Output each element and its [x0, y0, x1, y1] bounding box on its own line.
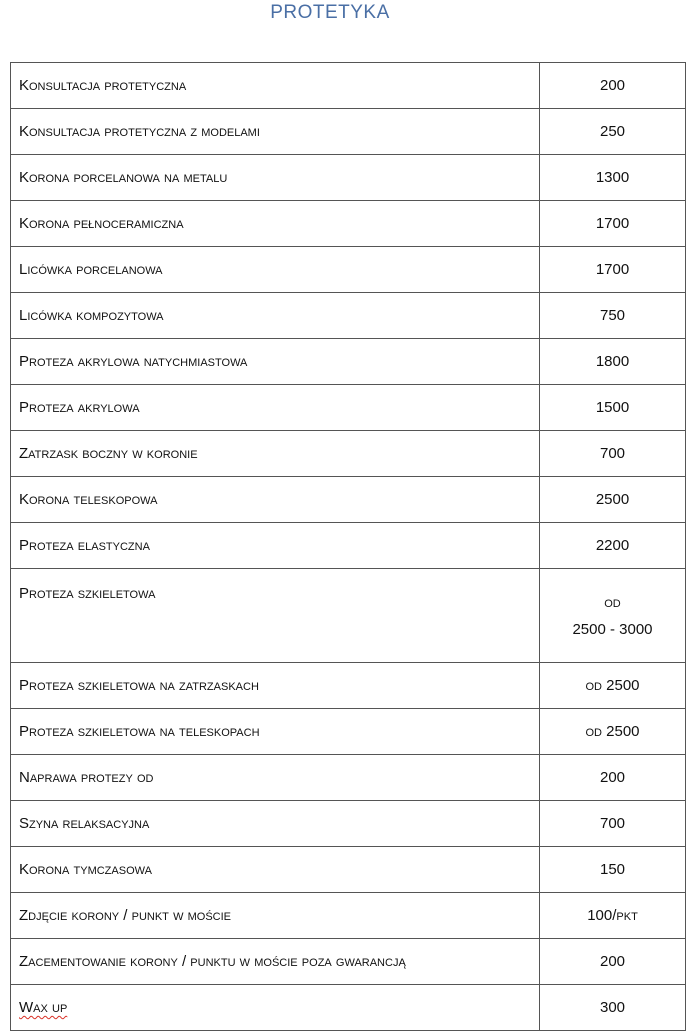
price-prefix: od — [585, 723, 602, 740]
service-name: Szyna relaksacyjna — [11, 801, 540, 847]
table-row — [11, 801, 686, 847]
table-row — [11, 569, 686, 663]
service-name-text: Wax up — [19, 999, 68, 1016]
service-price: 150 — [540, 847, 686, 893]
service-price: 700 — [540, 801, 686, 847]
service-name: Proteza szkieletowa na teleskopach — [11, 709, 540, 755]
service-price: 250 — [540, 109, 686, 155]
service-price: 1500 — [540, 385, 686, 431]
service-name: Korona porcelanowa na metalu — [11, 155, 540, 201]
service-price: 700 — [540, 431, 686, 477]
service-price: 300 — [540, 985, 686, 1031]
table-row — [11, 155, 686, 201]
service-name: Korona pełnoceramiczna — [11, 201, 540, 247]
price-range: 2500 - 3000 — [572, 620, 653, 638]
service-price: 750 — [540, 293, 686, 339]
service-price: 200 — [540, 939, 686, 985]
service-name: Korona tymczasowa — [11, 847, 540, 893]
table-row — [11, 293, 686, 339]
service-price: 1700 — [540, 201, 686, 247]
table-row — [11, 385, 686, 431]
service-name: Korona teleskopowa — [11, 477, 540, 523]
service-name: Zdjęcie korony / punkt w moście — [11, 893, 540, 939]
service-price — [540, 663, 686, 709]
service-price — [540, 569, 686, 663]
service-price: 2500 — [540, 477, 686, 523]
service-name: Konsultacja protetyczna z modelami — [11, 109, 540, 155]
table-row — [11, 847, 686, 893]
table-row — [11, 939, 686, 985]
service-name: Naprawa protezy od — [11, 755, 540, 801]
service-price: 200 — [540, 63, 686, 109]
service-name: Proteza szkieletowa na zatrzaskach — [11, 663, 540, 709]
service-name: Proteza akrylowa — [11, 385, 540, 431]
service-price: 2200 — [540, 523, 686, 569]
page-title: PROTETYKA — [270, 2, 390, 23]
table-row — [11, 247, 686, 293]
table-row — [11, 339, 686, 385]
service-name: Proteza elastyczna — [11, 523, 540, 569]
service-name: Konsultacja protetyczna — [11, 63, 540, 109]
service-price: 1800 — [540, 339, 686, 385]
service-name: Zatrzask boczny w koronie — [11, 431, 540, 477]
service-name: Licówka kompozytowa — [11, 293, 540, 339]
table-row — [11, 201, 686, 247]
table-row — [11, 755, 686, 801]
table-row — [11, 63, 686, 109]
table-row — [11, 893, 686, 939]
table-row — [11, 663, 686, 709]
service-name: Zacementowanie korony / punktu w moście poza gwarancją — [11, 939, 540, 985]
service-name: Proteza szkieletowa — [11, 569, 540, 663]
service-price — [540, 893, 686, 939]
service-price: 200 — [540, 755, 686, 801]
table-row — [11, 709, 686, 755]
price-list-table — [10, 62, 686, 1031]
price-prefix: od — [604, 593, 621, 611]
table-row — [11, 477, 686, 523]
table-row — [11, 523, 686, 569]
service-name: Licówka porcelanowa — [11, 247, 540, 293]
price-value: 2500 — [606, 677, 640, 694]
price-value: 2500 — [606, 723, 640, 740]
service-name: Proteza akrylowa natychmiastowa — [11, 339, 540, 385]
price-prefix: od — [585, 677, 602, 694]
service-price — [540, 709, 686, 755]
table-row — [11, 109, 686, 155]
service-price: 1300 — [540, 155, 686, 201]
price-suffix: pkt — [616, 907, 638, 924]
service-price: 1700 — [540, 247, 686, 293]
table-row — [11, 431, 686, 477]
price-value: 100/ — [587, 907, 617, 924]
